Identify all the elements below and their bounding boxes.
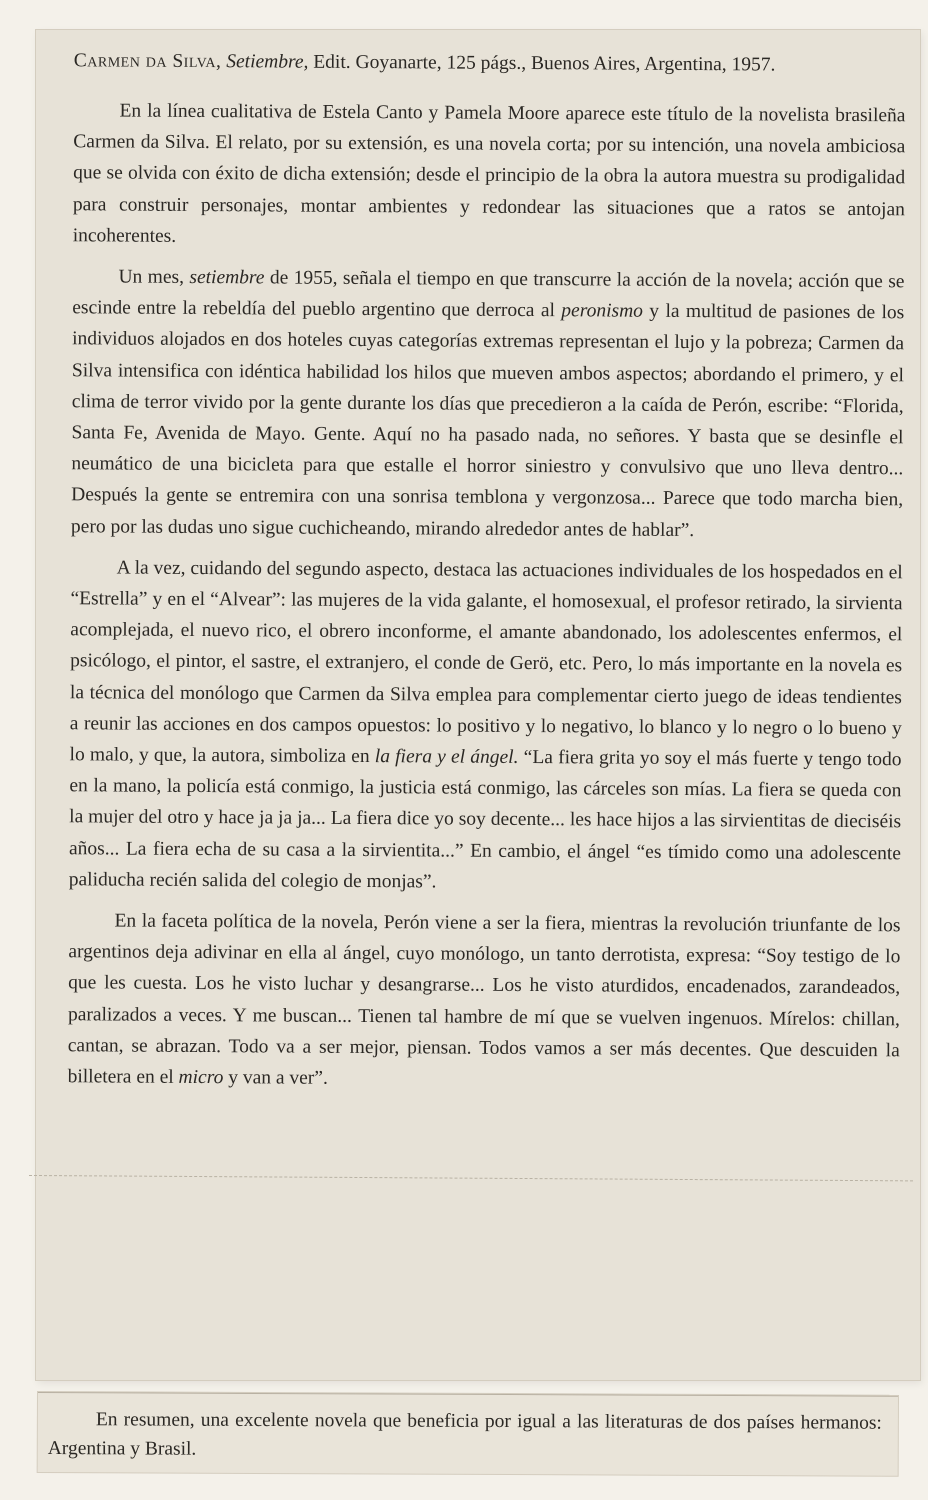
p2-text-e: y la multitud de pasiones de los individuos alojados en dos hoteles cuyas categorías extremas representan el lujo y la pobreza; Carmen da Silva intensifica con idéntica habilidad los hilos que mueven ambos aspectos; abordando el primero, y el clima de terror vivido por la gente durante los días que precedieron a la caída de Perón, escribe: “Florida, Santa Fe, Avenida de Mayo. Gente. Aquí no ha pasado nada, no señores. Y basta que se desinfle el neumático de una bicicleta para que estalle el horror siniestro y convulsivo que uno lleva dentro... Después la gente se entremira con una sonrisa temblona y vergonzosa... Parece que todo marcha bien, pero por las dudas uno sigue cuchicheando, mirando alrededor antes de hablar”. [70, 300, 905, 541]
p2-italic-month: setiembre [189, 266, 265, 289]
paragraph-4 [68, 905, 901, 1097]
paragraph-3 [69, 552, 903, 900]
newspaper-clipping [36, 30, 920, 1380]
p2-text-c: de 1955, señala el tiempo en que transcurre la acción de la novela; acción que se escinde entre la rebeldía del pueblo argentino que derroca al [72, 267, 905, 322]
citation-author: Carmen da Silva, [73, 50, 222, 73]
paragraph-5: En resumen, una excelente novela que beneficia por igual a las literaturas de dos países hermanos: Argentina y Brasil. [47, 1409, 882, 1460]
p4-text-a: En la faceta política de la novela, Perón viene a ser la fiera, mientras la revolución triunfante de los argentinos deja adivinar en ella al ángel, cuyo monólogo, un tanto derrotista, expresa: “Soy testigo de lo que les cuesta. Los he visto luchar y desangrarse... Los he visto aturdidos, encadenados, zarandeados, paralizados a veces. Y me buscan... Tienen tal hambre de mí que se vuelven ingenuos. Mírelos: chillan, cantan, se abrazan. Todo va a ser mejor, piensan. Todos vamos a ser más decentes. Que descuiden la billetera en el [67, 910, 901, 1088]
p4-text-c: y van a ver”. [228, 1067, 328, 1089]
p3-text-a: A la vez, cuidando del segundo aspecto, destaca las actuaciones individuales de los hospedados en el “Estrella” y en el “Alvear”: las mujeres de la vida galante, el homosexual, el profesor retirado, la sirvienta acomplejada, el nuevo rico, el obrero inconforme, el amante abandonado, los adolescentes enfermos, el psicólogo, el pintor, el sastre, el extranjero, el conde de Gerö, etc. Pero, lo más importante en la novela es la técnica del monólogo que Carmen da Silva emplea para complementar cierto juego de ideas tendientes a reunir las acciones en dos campos opuestos: lo positivo y lo negativo, lo blanco y lo negro o lo bueno y lo malo, y que, la autora, simboliza en [69, 557, 903, 768]
paragraph-1: En la línea cualitativa de Estela Canto y Pamela Moore aparece este título de la novelista brasileña Carmen da Silva. El relato, por su extensión, es una novela corta; por su intención, una novela ambiciosa que se olvida con éxito de dicha extensión; desde el principio de la obra la autora muestra su prodigalidad para construir personajes, montar ambientes y redondear las situaciones que a ratos se antojan incoherentes. [72, 100, 906, 247]
citation-title: Setiembre, [226, 51, 309, 73]
clipping-fold-line [29, 1175, 913, 1181]
paragraph-2 [71, 261, 905, 547]
p4-italic-micro: micro [178, 1066, 224, 1089]
p2-italic-peronismo: peronismo [561, 300, 644, 322]
review-conclusion-strip [38, 1392, 898, 1476]
book-citation [74, 48, 906, 78]
p2-text-a: Un mes, [118, 266, 185, 288]
p3-text-c: “La fiera grita yo soy el más fuerte y tengo todo en la mano, la policía está conmigo, la justicia está conmigo, las cárceles son mías. La fiera se queda con la mujer del otro y hace ja ja ja... La fiera dice yo soy decente... les hace hijos a las sirvientitas de dieciséis años... La fiera echa de su casa a la sirvientita...” En cambio, el ángel “es tímido como una adolescente paliducha recién salida del colegio de monjas”. [68, 747, 902, 893]
p3-italic-symbol: la fiera y el ángel. [374, 746, 519, 769]
citation-details: Edit. Goyanarte, 125 págs., Buenos Aires, Argentina, 1957. [313, 51, 776, 76]
review-body [28, 30, 920, 1385]
